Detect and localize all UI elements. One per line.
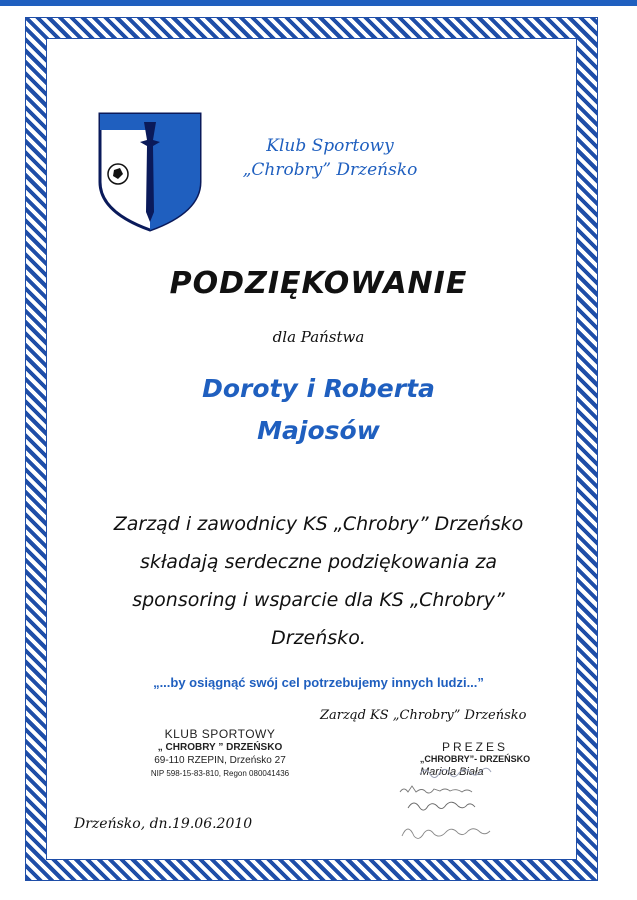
recipient-names-line1: Doroty i Roberta — [202, 374, 435, 403]
issue-date: Drzeńsko, dn.19.06.2010 — [74, 816, 253, 832]
club-name-line1: Klub Sportowy — [266, 136, 394, 156]
message-line: Zarząd i zawodnicy KS „Chrobry” Drzeńsko — [113, 513, 524, 535]
recipient-names-line2: Majosów — [257, 416, 380, 445]
message-line: Drzeńsko. — [271, 627, 366, 649]
recipient-intro: dla Państwa — [272, 328, 365, 346]
board-signature: Zarząd KS „Chrobry” Drzeńsko — [320, 708, 527, 723]
motto-quote: „...by osiągnąć swój cel potrzebujemy innych ludzi...” — [153, 675, 484, 690]
document-title: PODZIĘKOWANIE — [169, 266, 468, 301]
recipient-names — [0, 368, 637, 452]
club-name — [230, 134, 430, 182]
stamp-line3: 69-110 RZEPIN, Drzeńsko 27 — [154, 755, 286, 766]
club-name-line2: „Chrobry” Drzeńsko — [242, 160, 418, 180]
stamp-line4: NIP 598-15-83-810, Regon 080041436 — [150, 769, 290, 778]
thank-you-message — [80, 505, 557, 657]
top-bar — [0, 0, 637, 6]
stamp-line2: „ CHROBRY ” DRZEŃSKO — [157, 742, 283, 753]
president-name: Mariola Biała — [420, 766, 484, 778]
club-crest-icon — [98, 112, 202, 232]
message-line: składają serdeczne podziękowania za — [139, 551, 498, 573]
club-stamp — [140, 728, 300, 780]
handwritten-signatures — [390, 762, 560, 852]
president-org: „CHROBRY”- DRZEŃSKO — [419, 754, 531, 764]
message-line: sponsoring i wsparcie dla KS „Chrobry” — [132, 589, 505, 611]
stamp-line1: KLUB SPORTOWY — [164, 727, 276, 741]
president-title: PREZES — [441, 740, 508, 754]
